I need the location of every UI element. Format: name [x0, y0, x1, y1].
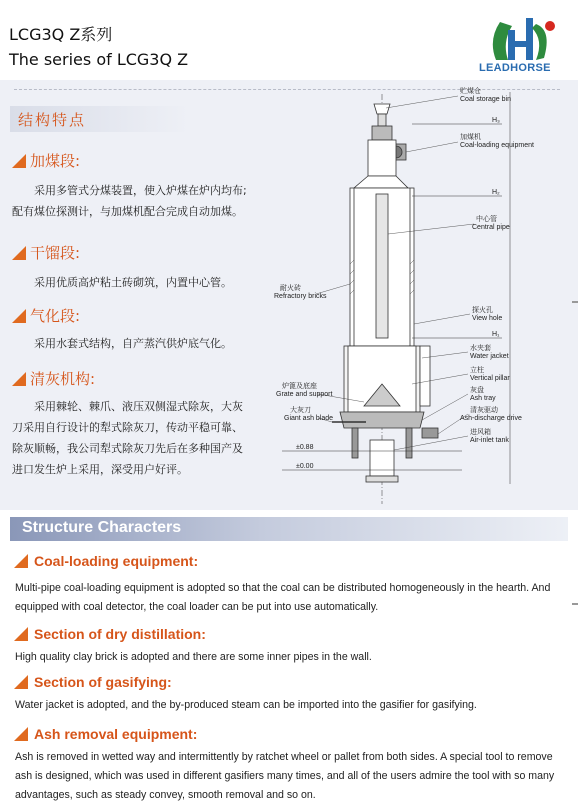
label-vertical-pillar-cn: 立柱 [470, 366, 484, 374]
cn-section-body-gasifying: 采用水套式结构，自产蒸汽供炉底气化。 [34, 337, 232, 350]
page-title-en: The series of LCG3Q Z [9, 50, 189, 69]
cn-heading-text: 结构特点 [18, 111, 87, 129]
triangle-bullet-icon [12, 309, 26, 323]
en-section-title-dry-distillation: Section of dry distillation: [14, 626, 206, 642]
edge-mark [572, 603, 578, 605]
label-giant-blade-en: Giant ash blade [284, 415, 334, 422]
cn-section-heading [10, 106, 190, 132]
label-water-jacket-cn: 水夹套 [470, 344, 491, 352]
en-heading-text: Structure Characters [22, 519, 182, 536]
label-ash-drive-cn: 清灰驱动 [470, 406, 498, 414]
en-section-body-gasifying: Water jacket is adopted, and the by-produced steam can be imported into the gasifier for gasifying. [15, 699, 477, 711]
level-h1: H₁ [492, 331, 500, 338]
en-section-title-gasifying: Section of gasifying: [14, 674, 172, 690]
triangle-bullet-icon [14, 554, 28, 568]
label-refractory-en: Refractory bricks [274, 293, 327, 300]
triangle-bullet-icon [14, 675, 28, 689]
triangle-bullet-icon [14, 727, 28, 741]
gasifier-diagram [262, 84, 562, 508]
label-ash-tray-en: Ash tray [470, 395, 496, 402]
triangle-bullet-icon [12, 154, 26, 168]
label-vertical-pillar-en: Vertical pillar [470, 375, 510, 382]
en-section-heading [10, 517, 568, 541]
label-coal-storage-bin-en: Coal storage bin [460, 96, 511, 103]
en-section-title-ash-removal: Ash removal equipment: [14, 726, 197, 742]
en-section-body-ash-removal: Ash is removed in wetted way and intermittently by ratchet wheel or pallet from both sides. A special tool to remove ash is designed, which was used in different gasifiers many times, and all of the users admire the tool with so many advantages, such as steady convey, smooth removal and so on. [15, 751, 555, 801]
label-grate-en: Grate and support [276, 391, 333, 398]
cn-section-title-dry-distillation: 干馏段: [12, 242, 80, 263]
en-section-body-dry-distillation: High quality clay brick is adopted and there are some inner pipes in the wall. [15, 651, 372, 663]
level-h3: H₃ [492, 117, 500, 124]
label-grate-cn: 炉篦及底座 [282, 382, 317, 390]
edge-mark [572, 301, 578, 303]
label-view-hole-cn: 探火孔 [472, 306, 493, 314]
en-section-title-coal-loading: Coal-loading equipment: [14, 553, 198, 569]
cn-section-title-coal-loading: 加煤段: [12, 150, 80, 171]
level-000: ±0.00 [296, 463, 314, 470]
triangle-bullet-icon [12, 372, 26, 386]
triangle-bullet-icon [14, 627, 28, 641]
label-central-pipe-cn: 中心管 [476, 215, 497, 223]
label-view-hole-en: View hole [472, 315, 503, 322]
label-water-jacket-en: Water jacket [470, 353, 509, 360]
page-title-cn: LCG3Q Z系列 [9, 25, 113, 44]
label-refractory-cn: 耐火砖 [280, 284, 301, 292]
label-ash-tray-cn: 灰盘 [470, 386, 484, 394]
cn-section-title-gasifying: 气化段: [12, 305, 80, 326]
label-giant-blade-cn: 大灰刀 [290, 406, 311, 414]
page-header [0, 0, 578, 80]
label-air-inlet-cn: 进风箱 [470, 428, 491, 436]
cn-section-body-ash-removal: 采用棘轮、棘爪、液压双侧湿式除灰，大灰 刀采用自行设计的犁式除灰刀，传动平稳可靠、 除灰顺畅，我公司犁式除灰刀先后在多种国产及 进口发生炉上采用，深受用户好评。 [12, 400, 243, 476]
cn-section-body-dry-distillation: 采用优质高炉粘土砖砌筑，内置中心管。 [34, 276, 232, 289]
cn-section-body-coal-loading: 采用多管式分煤装置，使入炉煤在炉内均布; 配有煤位探测计，与加煤机配合完成自动加煤。 [12, 184, 247, 218]
level-h2: H₂ [492, 189, 500, 196]
triangle-bullet-icon [12, 246, 26, 260]
label-ash-drive-en: Ash-discharge drive [460, 415, 522, 422]
label-central-pipe-en: Central pipe [472, 224, 510, 231]
label-coal-loading-en: Coal-loading equipment [460, 142, 534, 149]
cn-section-title-ash-removal: 清灰机构: [12, 368, 95, 389]
label-coal-loading-cn: 加煤机 [460, 133, 481, 141]
en-section-body-coal-loading: Multi-pipe coal-loading equipment is adopted so that the coal can be distributed homogeneously in the hearth. And equipped with coal detector, the coal loader can be put into use automatically. [15, 582, 551, 613]
brand-name: LEADHORSE [479, 62, 551, 74]
label-air-inlet-en: Air-inlet tank [470, 437, 509, 444]
label-coal-storage-bin-cn: 贮煤仓 [460, 87, 481, 95]
level-088: ±0.88 [296, 444, 314, 451]
